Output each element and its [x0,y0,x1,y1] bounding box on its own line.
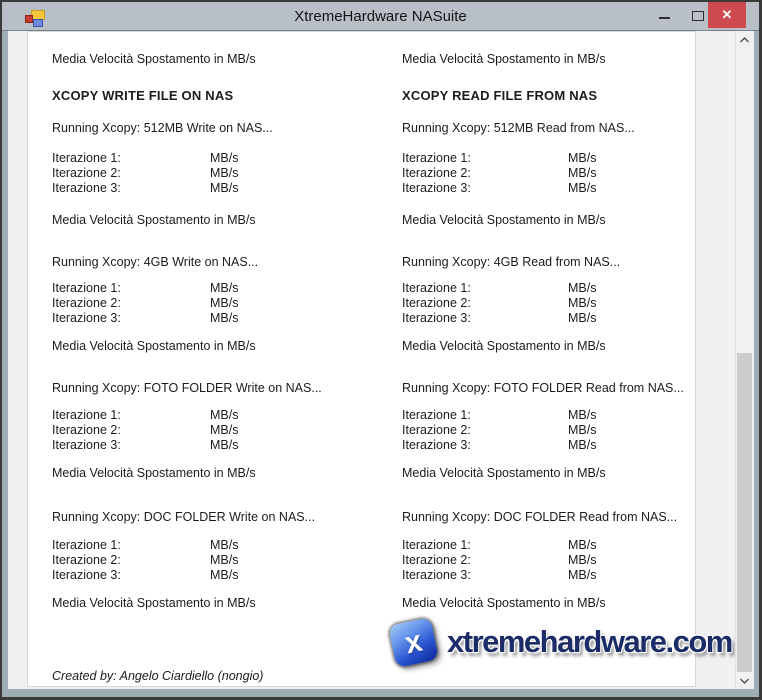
logo-x-letter: x [401,623,425,660]
iteration-label: Iterazione 2: [52,423,121,437]
iteration-label: Iterazione 2: [402,423,471,437]
running-status: Running Xcopy: FOTO FOLDER Write on NAS... [52,381,322,395]
window-title: XtremeHardware NASuite [294,8,467,25]
running-status: Running Xcopy: FOTO FOLDER Read from NAS... [402,381,684,395]
iteration-unit: MB/s [210,311,239,325]
running-status: Running Xcopy: DOC FOLDER Write on NAS... [52,510,316,524]
iteration-label: Iterazione 1: [402,408,471,422]
chevron-up-icon [740,37,749,43]
iteration-label: Iterazione 2: [52,166,121,180]
scroll-down-button[interactable] [736,672,753,689]
scrollbar-thumb[interactable] [737,353,752,673]
iteration-unit: MB/s [210,151,239,165]
iteration-unit: MB/s [210,281,239,295]
iteration-label: Iterazione 1: [402,281,471,295]
iteration-label: Iterazione 3: [402,568,471,582]
iteration-label: Iterazione 1: [52,538,121,552]
media-speed-label: Media Velocità Spostamento in MB/s [402,466,606,480]
media-speed-label: Media Velocità Spostamento in MB/s [52,596,256,610]
iteration-unit: MB/s [568,296,597,310]
running-status: Running Xcopy: 4GB Read from NAS... [402,255,621,269]
media-speed-label: Media Velocità Spostamento in MB/s [402,213,606,227]
media-speed-label: Media Velocità Spostamento in MB/s [402,596,606,610]
iteration-unit: MB/s [210,568,239,582]
iteration-label: Iterazione 3: [402,181,471,195]
xtremehardware-logo [392,615,732,669]
running-status: Running Xcopy: DOC FOLDER Read from NAS... [402,510,678,524]
iteration-unit: MB/s [210,408,239,422]
iteration-unit: MB/s [568,568,597,582]
iteration-unit: MB/s [568,408,597,422]
iteration-unit: MB/s [210,553,239,567]
iteration-label: Iterazione 3: [52,311,121,325]
client-area [8,31,754,689]
iteration-unit: MB/s [568,438,597,452]
close-button[interactable] [708,2,746,28]
iteration-unit: MB/s [568,181,597,195]
titlebar[interactable] [2,2,759,31]
iteration-label: Iterazione 3: [52,181,121,195]
iteration-label: Iterazione 2: [52,296,121,310]
iteration-unit: MB/s [568,166,597,180]
iteration-label: Iterazione 2: [52,553,121,567]
iteration-label: Iterazione 1: [52,281,121,295]
iteration-unit: MB/s [210,423,239,437]
running-status: Running Xcopy: 512MB Write on NAS... [52,121,273,135]
iteration-label: Iterazione 1: [402,151,471,165]
media-speed-label: Media Velocità Spostamento in MB/s [402,52,606,66]
iteration-label: Iterazione 3: [52,438,121,452]
media-speed-label: Media Velocità Spostamento in MB/s [52,213,256,227]
iteration-unit: MB/s [568,538,597,552]
iteration-label: Iterazione 2: [402,166,471,180]
media-speed-label: Media Velocità Spostamento in MB/s [52,466,256,480]
results-panel [27,31,732,687]
iteration-label: Iterazione 1: [52,408,121,422]
iteration-unit: MB/s [568,281,597,295]
iteration-unit: MB/s [568,553,597,567]
iteration-unit: MB/s [210,181,239,195]
iteration-unit: MB/s [568,311,597,325]
xtremehardware-x-icon [388,616,439,667]
media-speed-label: Media Velocità Spostamento in MB/s [52,52,256,66]
iteration-label: Iterazione 3: [402,311,471,325]
running-status: Running Xcopy: 4GB Write on NAS... [52,255,259,269]
media-speed-label: Media Velocità Spostamento in MB/s [52,339,256,353]
vertical-scrollbar[interactable] [735,31,753,689]
minimize-button[interactable] [649,3,679,29]
iteration-unit: MB/s [568,151,597,165]
iteration-label: Iterazione 2: [402,296,471,310]
iteration-unit: MB/s [210,438,239,452]
iteration-unit: MB/s [210,538,239,552]
iteration-unit: MB/s [210,166,239,180]
iteration-unit: MB/s [210,296,239,310]
iteration-label: Iterazione 3: [402,438,471,452]
logo-text: xtremehardware.com [447,624,732,659]
maximize-icon [692,11,704,21]
scroll-up-button[interactable] [736,31,753,48]
read-section-heading: XCOPY READ FILE FROM NAS [402,88,598,103]
iteration-unit: MB/s [568,423,597,437]
close-icon: ✕ [721,7,733,22]
iteration-label: Iterazione 3: [52,568,121,582]
running-status: Running Xcopy: 512MB Read from NAS... [402,121,635,135]
media-speed-label: Media Velocità Spostamento in MB/s [402,339,606,353]
iteration-label: Iterazione 1: [52,151,121,165]
minimize-icon [659,17,670,19]
created-by-label: Created by: Angelo Ciardiello (nongio) [52,669,264,683]
write-section-heading: XCOPY WRITE FILE ON NAS [52,88,234,103]
iteration-label: Iterazione 1: [402,538,471,552]
iteration-label: Iterazione 2: [402,553,471,567]
chevron-down-icon [740,678,749,684]
